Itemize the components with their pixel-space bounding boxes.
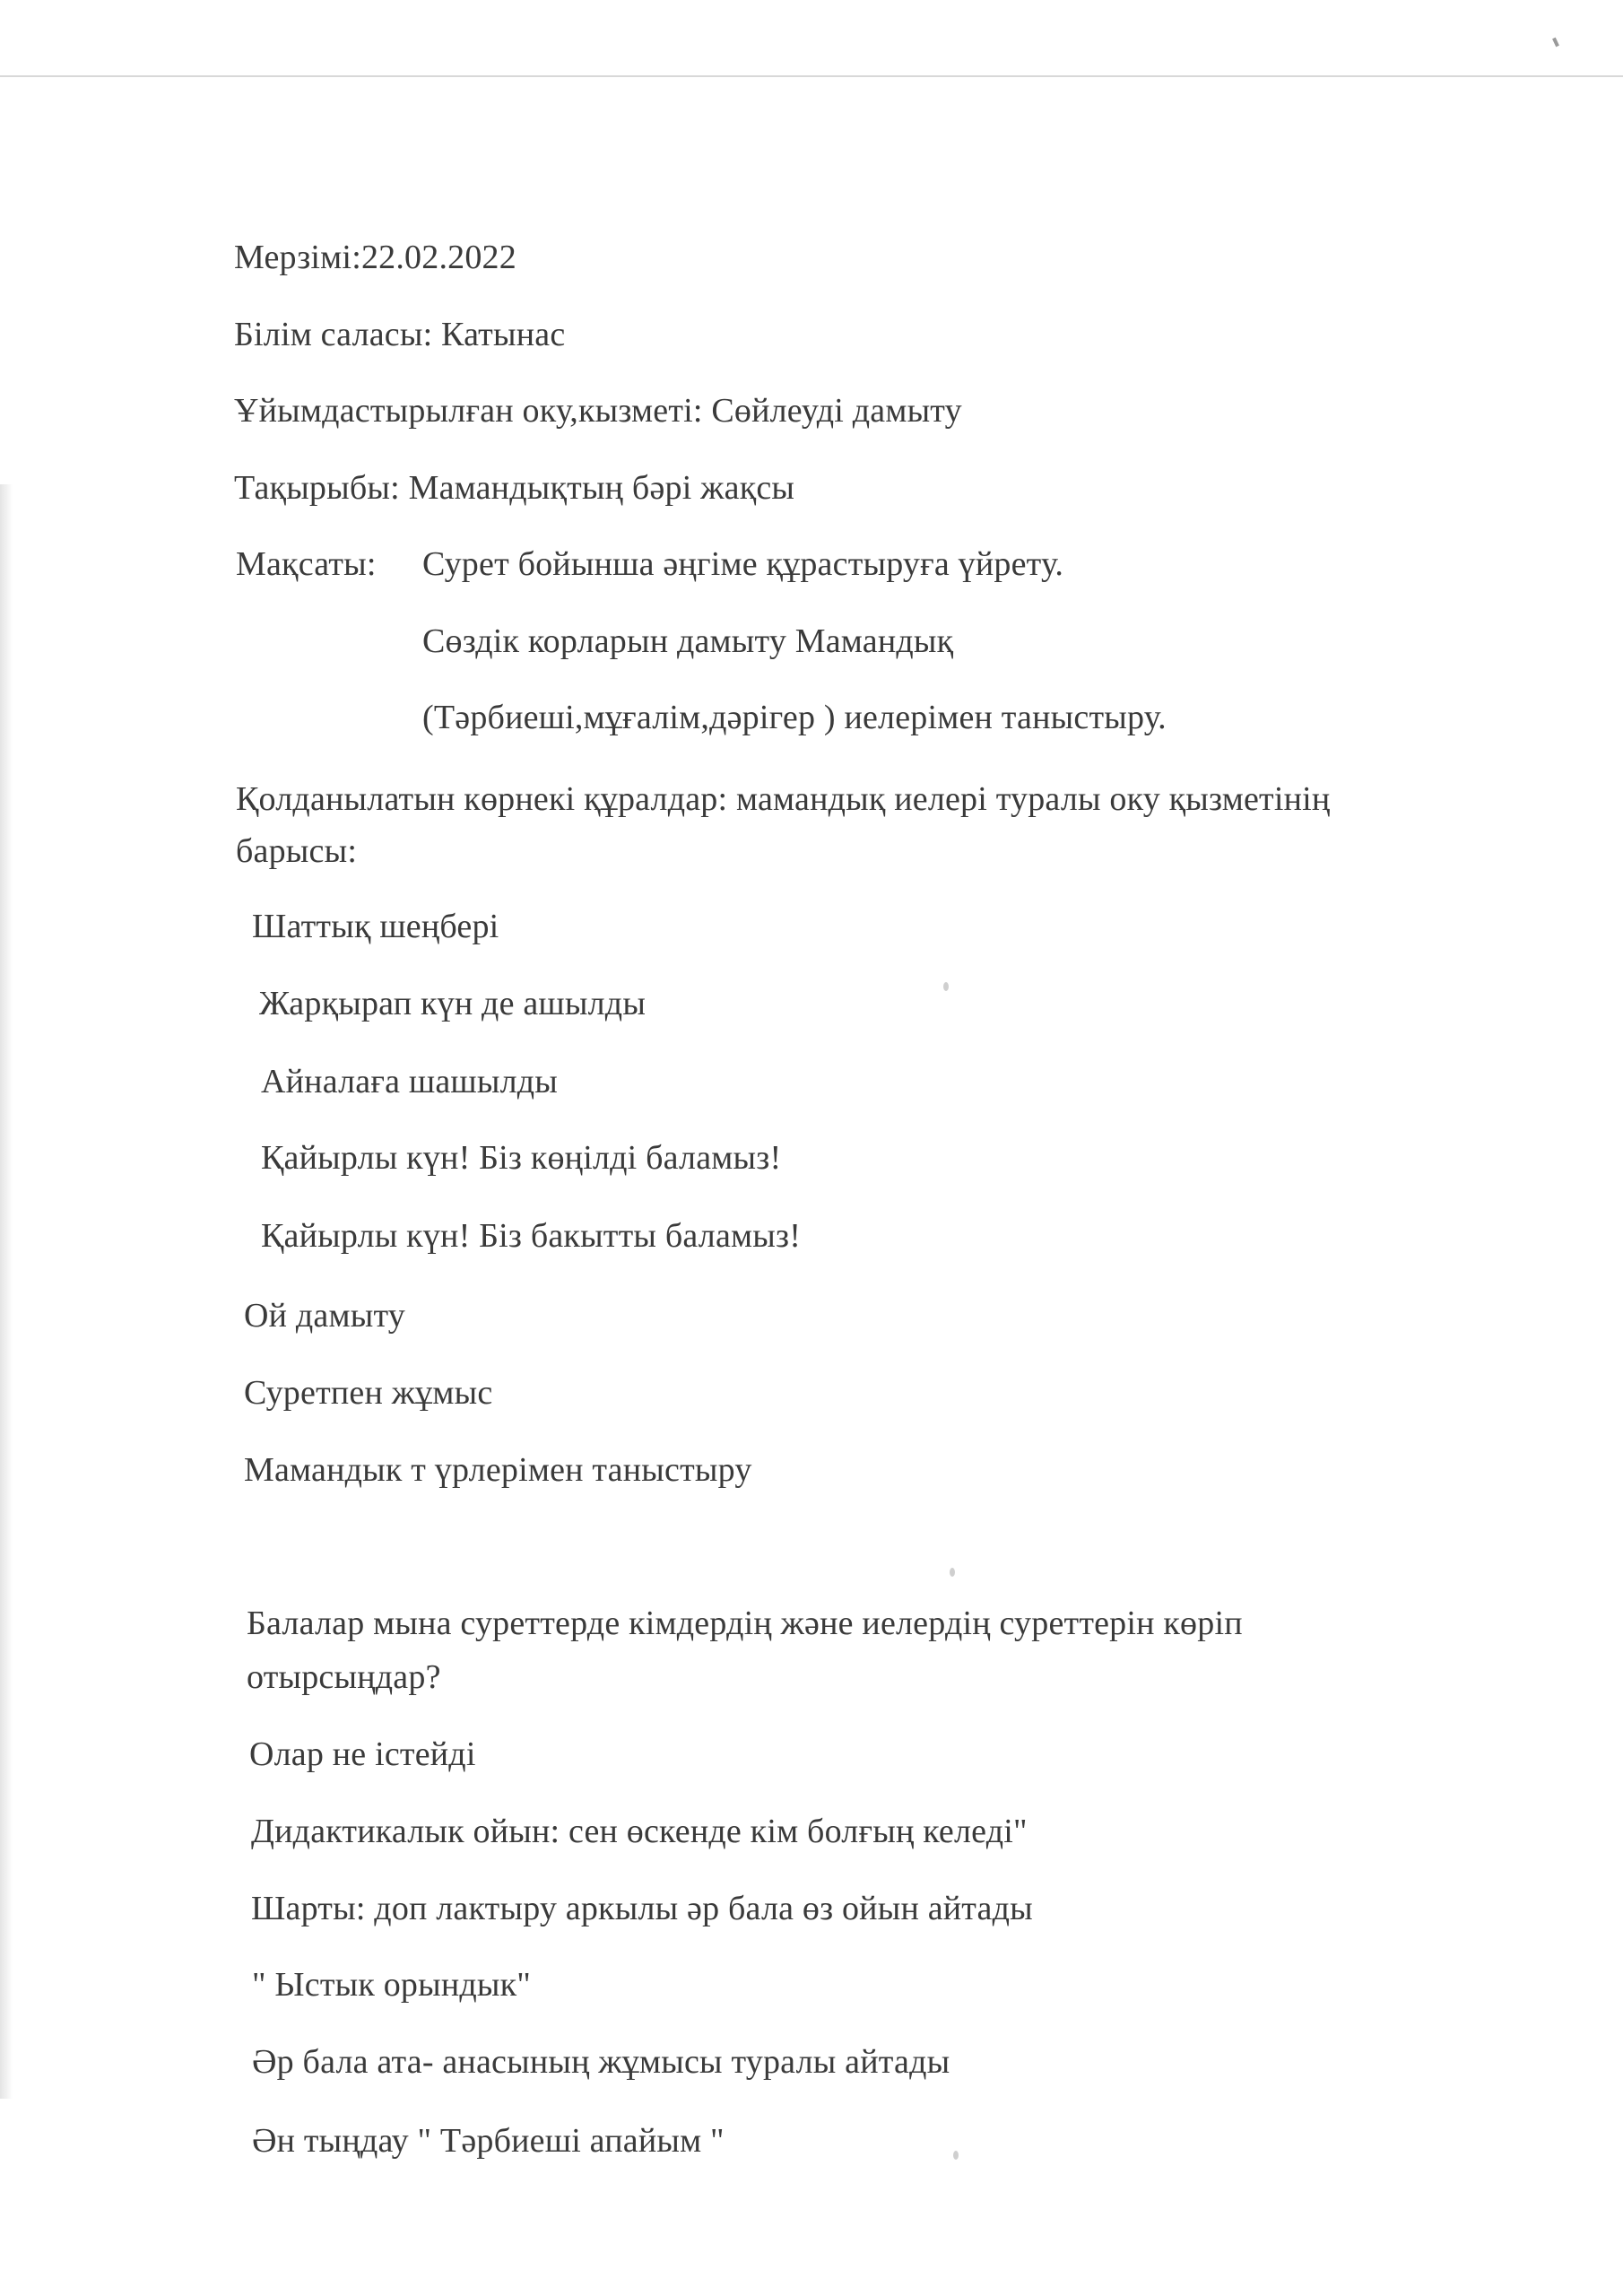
- professions-intro: Мамандык т үрлерімен таныстыру: [244, 1451, 752, 1489]
- scan-corner-mark: [1552, 38, 1559, 48]
- course-line: барысы:: [236, 832, 358, 870]
- song-listening-line: Ән тыңдау " Тәрбиеші апайым ": [252, 2122, 725, 2160]
- hot-seat-line: " Ыстык орындык": [252, 1966, 532, 2004]
- picture-work: Суретпен жұмыс: [244, 1374, 493, 1412]
- date-line: Мерзімі:22.02.2022: [234, 239, 516, 276]
- didactic-game-line: Дидактикалык ойын: сен өскенде кім болғың келеді": [251, 1813, 1028, 1850]
- goal-text-1: Сурет бойынша әңгіме құрастыруға үйрету.: [422, 545, 1064, 583]
- scan-left-shadow: [0, 484, 13, 2099]
- scan-speck: [950, 1568, 955, 1577]
- goal-label: Мақсаты:: [236, 545, 377, 583]
- goal-text-2: Сөздік корларын дамыту Мамандық: [422, 622, 954, 660]
- game-rules-line: Шарты: доп лактыру аркылы әр бала өз ойын айтады: [251, 1890, 1033, 1927]
- poem-line-3: Қайырлы күн! Біз көңілді баламыз!: [261, 1139, 782, 1177]
- question-line-3: Олар не істейді: [249, 1735, 476, 1773]
- topic-line: Тақырыбы: Мамандықтың бәрі жақсы: [234, 469, 795, 507]
- joy-circle-title: Шаттық шеңбері: [252, 908, 499, 945]
- thinking-development: Ой дамыту: [244, 1297, 405, 1335]
- question-line-1: Балалар мына суреттерде кімдердің және иелердің суреттерін көріп: [247, 1605, 1243, 1642]
- poem-line-4: Қайырлы күн! Біз бакытты баламыз!: [261, 1217, 802, 1255]
- scan-top-edge: [0, 75, 1623, 77]
- visual-aids-line: Қолданылатын көрнекі құралдар: мамандық иелері туралы оку қызметінің: [236, 780, 1331, 818]
- question-line-2: отырсыңдар?: [247, 1658, 441, 1696]
- goal-text-3: (Тәрбиеші,мұғалім,дәрігер ) иелерімен таныстыру.: [422, 699, 1167, 736]
- poem-line-2: Айналаға шашылды: [261, 1063, 559, 1100]
- goal-line: [236, 542, 1063, 587]
- scan-speck: [953, 2151, 959, 2160]
- scan-speck: [943, 982, 949, 991]
- education-field-line: Білім саласы: Катынас: [234, 316, 566, 353]
- poem-line-1: Жарқырап күн де ашылды: [259, 985, 647, 1022]
- parents-work-line: Әр бала ата- анасының жұмысы туралы айтады: [252, 2043, 950, 2081]
- organized-activity-line: Ұйымдастырылған оку,кызметі: Сөйлеуді дамыту: [234, 392, 962, 430]
